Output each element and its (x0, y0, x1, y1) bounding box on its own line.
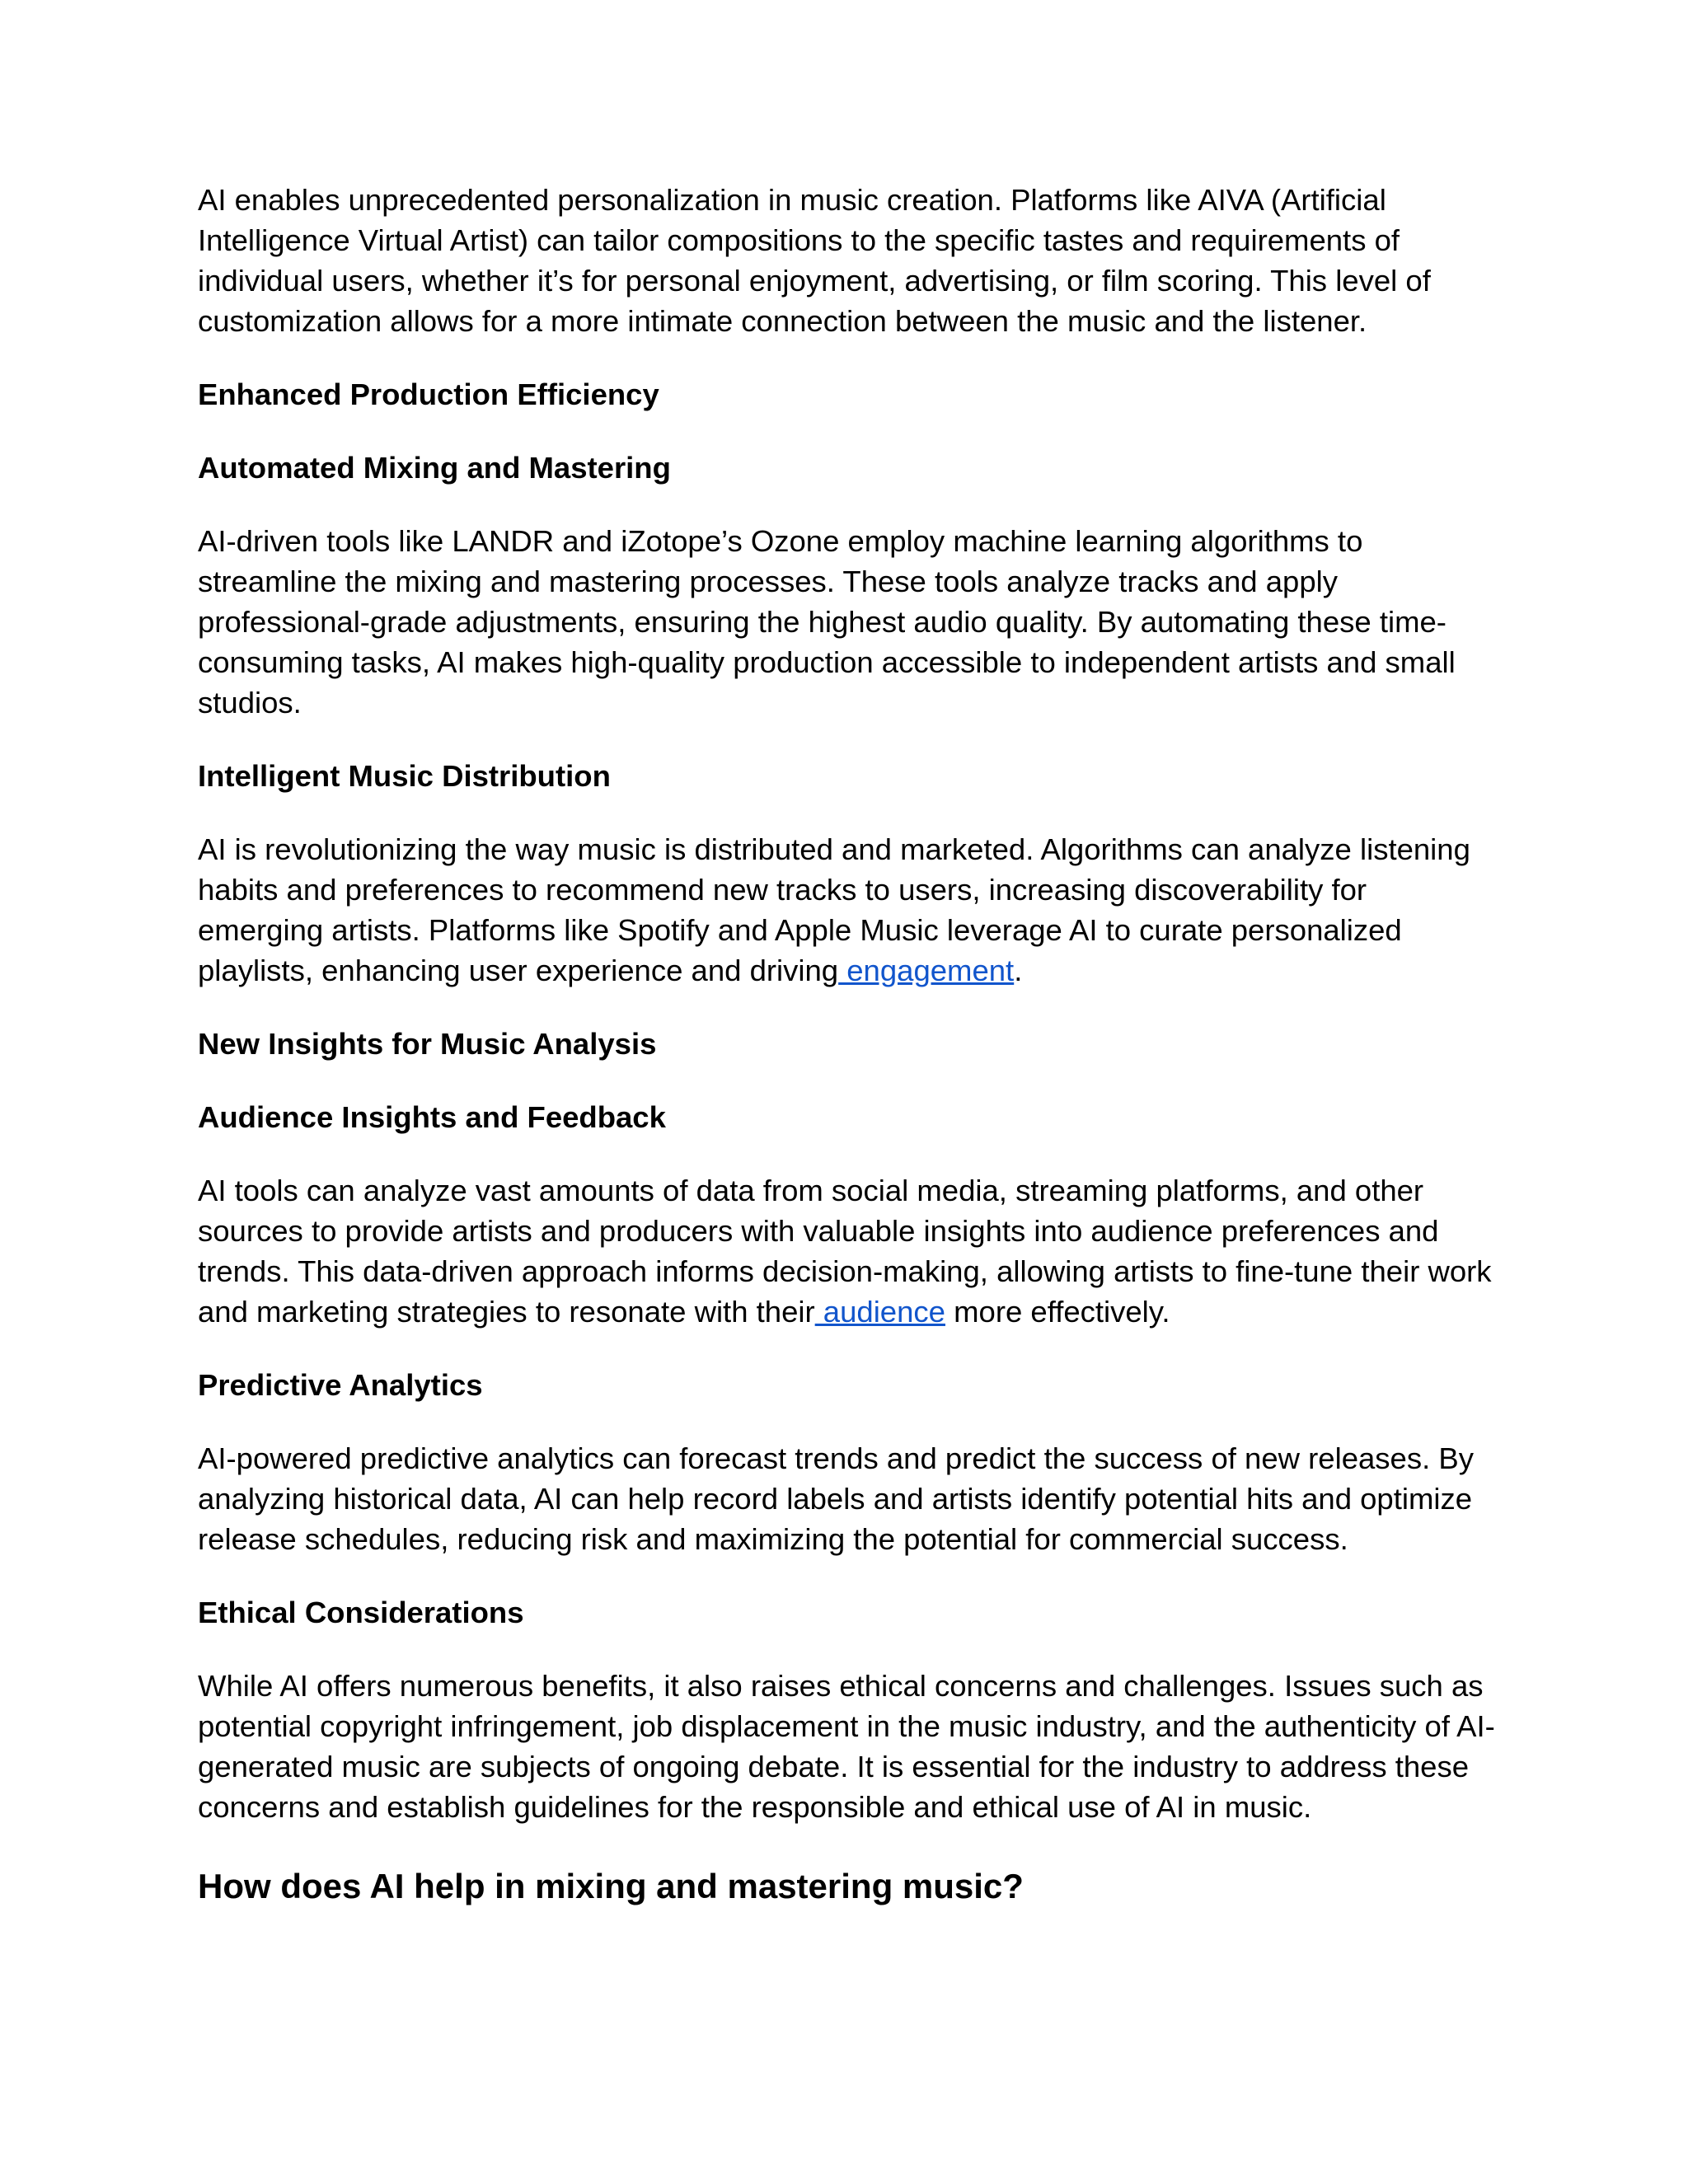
heading-intelligent-distribution: Intelligent Music Distribution (198, 759, 611, 793)
paragraph-audience-end: more effectively. (945, 1295, 1170, 1329)
paragraph-distribution-text: AI is revolutionizing the way music is distributed and marketed. Algorithms can analyze listening habits and preferences to recommend new tracks to users, increasing discoverability for emerging artists. Platforms like Spotify and Apple Music leverage AI to curate personalized playlists, enhancing user experience and driving (198, 832, 1470, 987)
paragraph-distribution-end: . (1014, 954, 1023, 987)
document-page (198, 180, 1500, 1910)
paragraph-predictive: AI-powered predictive analytics can forecast trends and predict the success of new releases. By analyzing historical data, AI can help record labels and artists identify potential hits and optimize release schedules, reducing risk and maximizing the potential for commercial success. (198, 1441, 1474, 1556)
paragraph-mixing-mastering: AI-driven tools like LANDR and iZotope’s Ozone employ machine learning algorithms to streamline the mixing and mastering processes. These tools analyze tracks and apply professional-grade adjustments, ensuring the highest audio quality. By automating these time-consuming tasks, AI makes high-quality production accessible to independent artists and small studios. (198, 524, 1456, 719)
paragraph-audience (198, 1170, 1500, 1332)
paragraph-audience-text: AI tools can analyze vast amounts of data from social media, streaming platforms, and other sources to provide artists and producers with valuable insights into audience preferences and trends. This data-driven approach informs decision-making, allowing artists to fine-tune their work and marketing strategies to resonate with their (198, 1174, 1492, 1329)
engagement-link[interactable]: engagement (838, 954, 1015, 987)
heading-audience-insights: Audience Insights and Feedback (198, 1100, 666, 1134)
heading-predictive-analytics: Predictive Analytics (198, 1368, 483, 1402)
heading-ethical-considerations: Ethical Considerations (198, 1596, 524, 1629)
heading-mixing-mastering-question: How does AI help in mixing and mastering music? (198, 1867, 1024, 1905)
paragraph-ethical: While AI offers numerous benefits, it also raises ethical concerns and challenges. Issues such as potential copyright infringement, job displacement in the music industry, and the authenticity of AI-generated music are subjects of ongoing debate. It is essential for the industry to address these concerns and establish guidelines for the responsible and ethical use of AI in music. (198, 1669, 1495, 1824)
paragraph-personalization: AI enables unprecedented personalization in music creation. Platforms like AIVA (Artificial Intelligence Virtual Artist) can tailor compositions to the specific tastes and requirements of individual users, whether it’s for personal enjoyment, advertising, or film scoring. This level of customization allows for a more intimate connection between the music and the listener. (198, 183, 1431, 338)
audience-link[interactable]: audience (814, 1295, 945, 1329)
heading-enhanced-production-efficiency: Enhanced Production Efficiency (198, 377, 659, 411)
paragraph-distribution (198, 829, 1500, 991)
heading-new-insights: New Insights for Music Analysis (198, 1027, 657, 1061)
heading-automated-mixing-mastering: Automated Mixing and Mastering (198, 451, 671, 485)
